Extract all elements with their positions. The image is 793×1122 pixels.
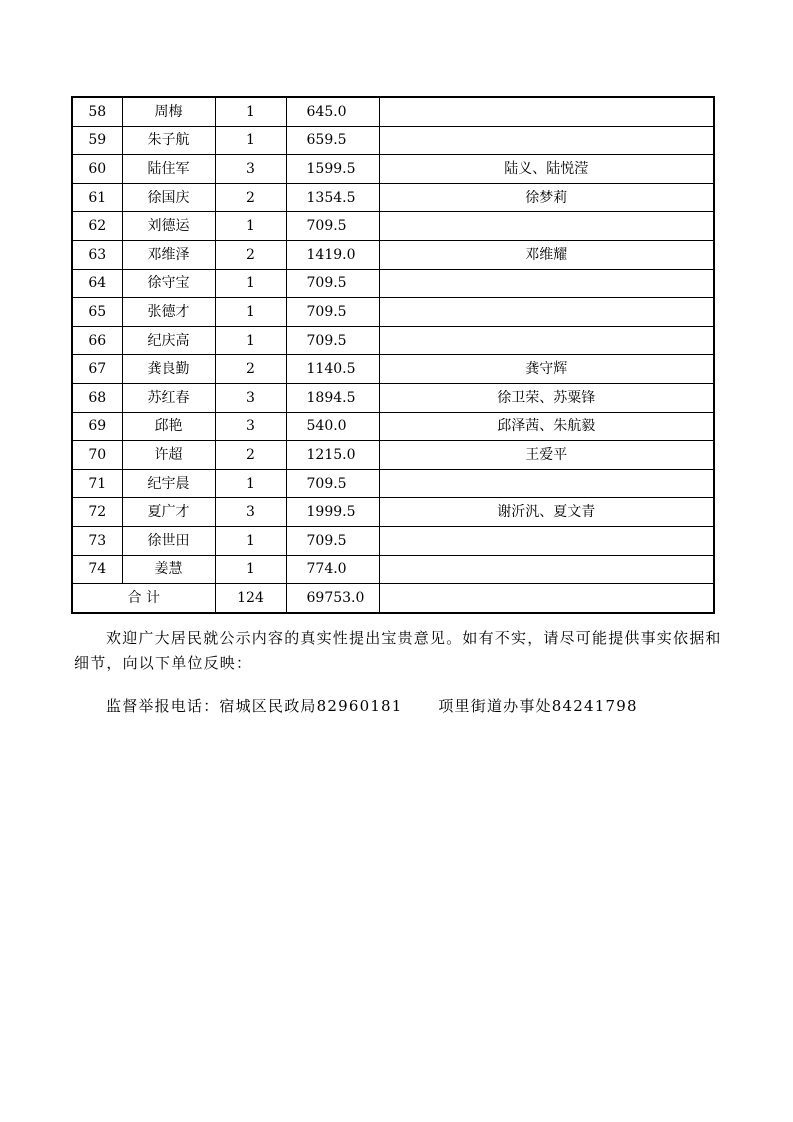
table-body [72,97,714,613]
table-row [72,526,714,555]
table-row [72,412,714,441]
table-row [72,269,714,298]
total-label-cell: 合 计 [72,584,215,613]
amount-cell: 645.0 [286,97,379,126]
name-cell: 周梅 [122,97,215,126]
household-size-cell: 3 [215,412,286,441]
amount-cell: 709.5 [286,469,379,498]
name-cell: 邓维泽 [122,240,215,269]
amount-cell: 709.5 [286,212,379,241]
row-number-cell: 73 [72,526,122,555]
amount-cell: 1894.5 [286,383,379,412]
members-cell: 徐卫荣、苏粟锋 [379,383,714,412]
row-number-cell: 58 [72,97,122,126]
name-cell: 苏红春 [122,383,215,412]
members-cell [379,526,714,555]
members-cell [379,298,714,327]
table-row [72,155,714,184]
amount-cell: 1215.0 [286,441,379,470]
amount-cell: 709.5 [286,298,379,327]
amount-cell: 1140.5 [286,355,379,384]
name-cell: 纪宇晨 [122,469,215,498]
amount-cell: 1599.5 [286,155,379,184]
household-size-cell: 1 [215,326,286,355]
row-number-cell: 65 [72,298,122,327]
members-cell: 王爱平 [379,441,714,470]
members-cell: 龚守辉 [379,355,714,384]
row-number-cell: 61 [72,183,122,212]
amount-cell: 709.5 [286,526,379,555]
table-row [72,126,714,155]
table-row [72,326,714,355]
household-size-cell: 1 [215,526,286,555]
name-cell: 陆住军 [122,155,215,184]
row-number-cell: 71 [72,469,122,498]
household-size-cell: 1 [215,469,286,498]
name-cell: 徐国庆 [122,183,215,212]
household-size-cell: 2 [215,355,286,384]
row-number-cell: 60 [72,155,122,184]
amount-cell: 1999.5 [286,498,379,527]
members-cell: 徐梦莉 [379,183,714,212]
name-cell: 徐守宝 [122,269,215,298]
household-size-cell: 3 [215,155,286,184]
household-size-cell: 3 [215,383,286,412]
household-size-cell: 2 [215,183,286,212]
household-size-cell: 3 [215,498,286,527]
name-cell: 许超 [122,441,215,470]
row-number-cell: 66 [72,326,122,355]
name-cell: 夏广才 [122,498,215,527]
table-row [72,212,714,241]
members-cell: 陆义、陆悦滢 [379,155,714,184]
members-cell: 谢沂汎、夏文青 [379,498,714,527]
table-row [72,97,714,126]
household-size-cell: 1 [215,269,286,298]
name-cell: 徐世田 [122,526,215,555]
members-cell [379,126,714,155]
relief-list-table [71,96,715,614]
household-size-cell: 1 [215,212,286,241]
name-cell: 姜慧 [122,555,215,584]
amount-cell: 709.5 [286,326,379,355]
members-cell: 邓维耀 [379,240,714,269]
members-cell [379,269,714,298]
row-number-cell: 62 [72,212,122,241]
amount-cell: 774.0 [286,555,379,584]
total-members-cell [379,584,714,613]
table-row [72,469,714,498]
name-cell: 刘德运 [122,212,215,241]
members-cell [379,469,714,498]
household-size-cell: 1 [215,97,286,126]
table-row [72,441,714,470]
members-cell [379,97,714,126]
total-amount-cell: 69753.0 [286,584,379,613]
amount-cell: 540.0 [286,412,379,441]
table-row [72,298,714,327]
row-number-cell: 68 [72,383,122,412]
household-size-cell: 1 [215,555,286,584]
amount-cell: 659.5 [286,126,379,155]
row-number-cell: 70 [72,441,122,470]
household-size-cell: 1 [215,126,286,155]
row-number-cell: 72 [72,498,122,527]
household-size-cell: 2 [215,240,286,269]
household-size-cell: 1 [215,298,286,327]
row-number-cell: 63 [72,240,122,269]
total-row [72,584,714,613]
hotline-line: 监督举报电话：宿城区民政局82960181 项里街道办事处84241798 [106,697,638,715]
amount-cell: 1354.5 [286,183,379,212]
table-row [72,240,714,269]
name-cell: 纪庆高 [122,326,215,355]
table-row [72,498,714,527]
row-number-cell: 69 [72,412,122,441]
name-cell: 龚良勤 [122,355,215,384]
row-number-cell: 67 [72,355,122,384]
row-number-cell: 59 [72,126,122,155]
row-number-cell: 74 [72,555,122,584]
members-cell [379,212,714,241]
members-cell [379,326,714,355]
table-row [72,555,714,584]
household-size-cell: 2 [215,441,286,470]
name-cell: 朱子航 [122,126,215,155]
members-cell: 邱泽茜、朱航毅 [379,412,714,441]
amount-cell: 1419.0 [286,240,379,269]
amount-cell: 709.5 [286,269,379,298]
members-cell [379,555,714,584]
row-number-cell: 64 [72,269,122,298]
table-row [72,383,714,412]
table-row [72,355,714,384]
total-count-cell: 124 [215,584,286,613]
notice-paragraph: 欢迎广大居民就公示内容的真实性提出宝贵意见。如有不实，请尽可能提供事实依据和细节，向以下单位反映： [74,629,722,672]
table-row [72,183,714,212]
name-cell: 张德才 [122,298,215,327]
name-cell: 邱艳 [122,412,215,441]
